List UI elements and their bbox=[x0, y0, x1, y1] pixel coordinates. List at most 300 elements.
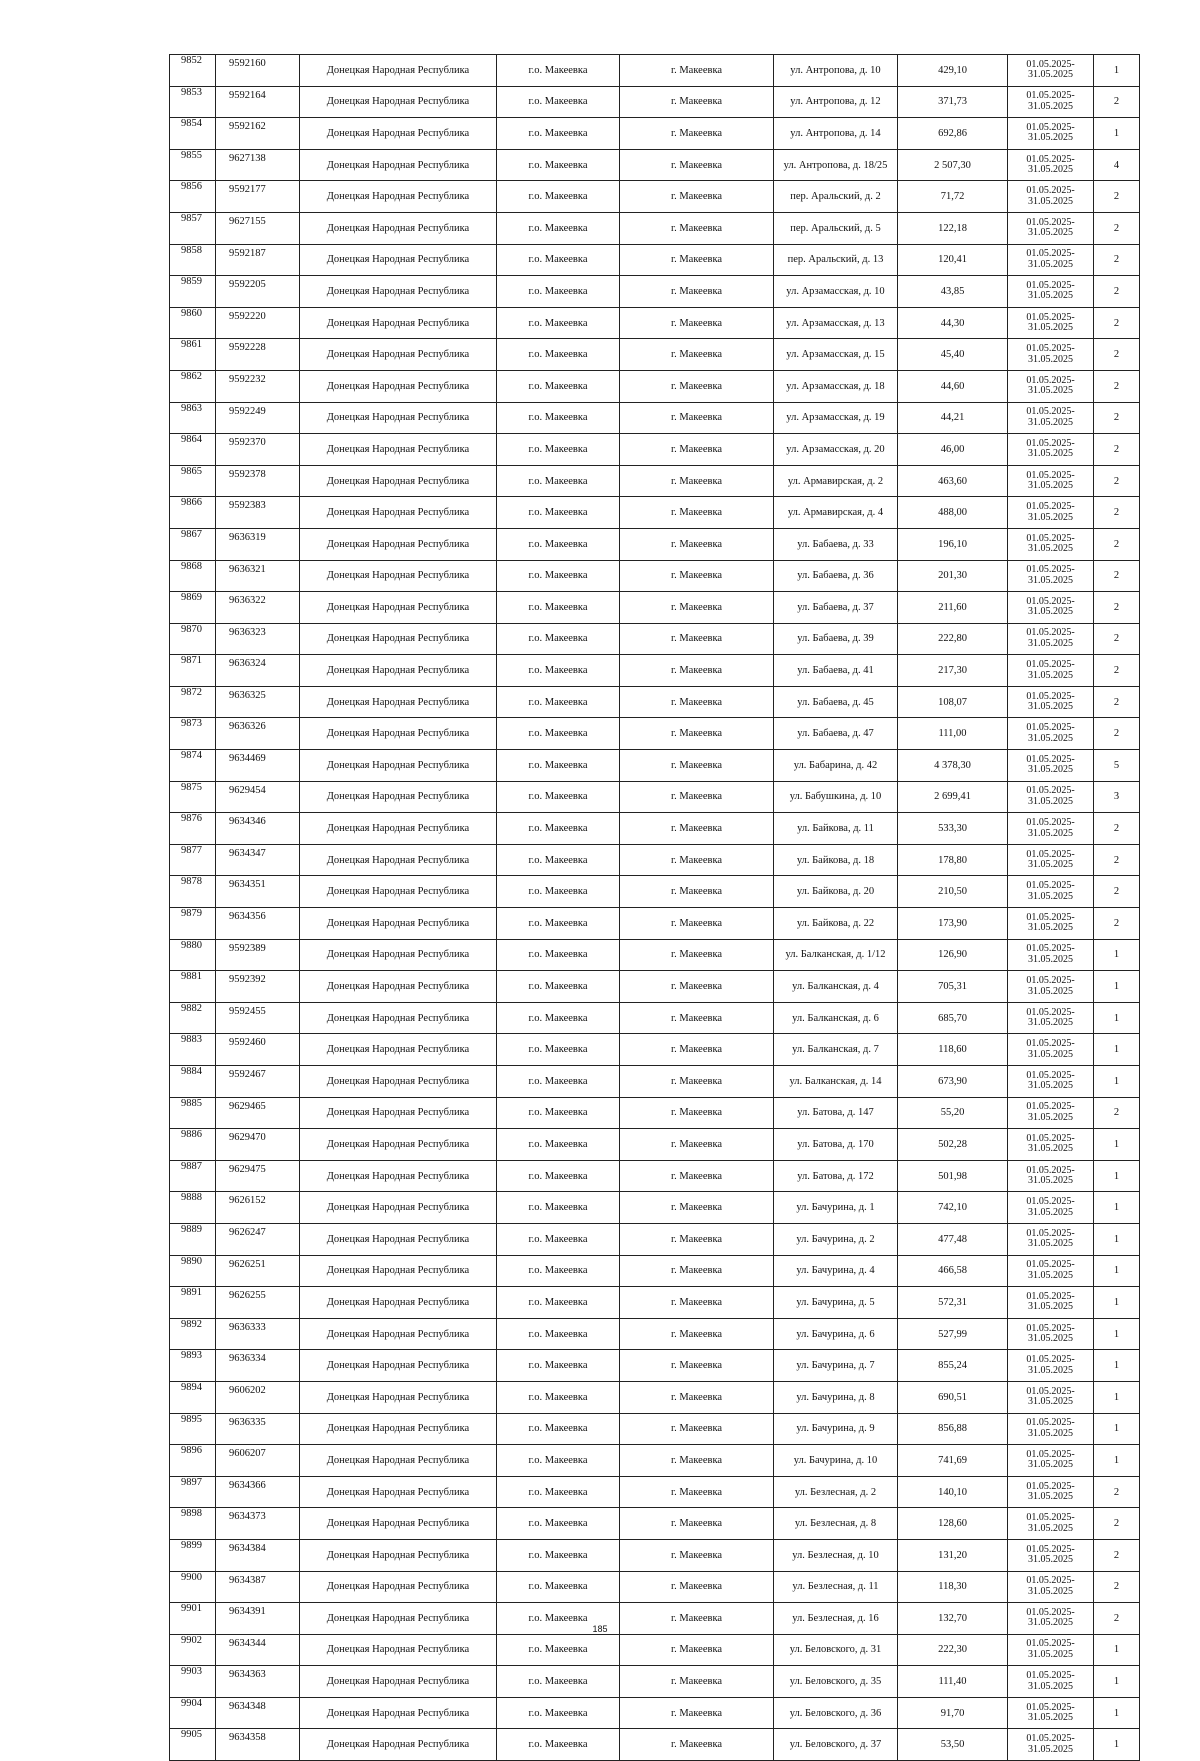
period-start: 01.05.2025- bbox=[1026, 1638, 1075, 1650]
district-cell: г.о. Макеевка bbox=[497, 1571, 620, 1603]
address-cell: ул. Балканская, д. 4 bbox=[774, 971, 898, 1003]
address-cell: ул. Балканская, д. 7 bbox=[774, 1034, 898, 1066]
period-end: 31.05.2025 bbox=[1028, 606, 1073, 618]
period-cell bbox=[1008, 402, 1094, 434]
count-cell: 2 bbox=[1094, 1603, 1140, 1635]
area-cell: 572,31 bbox=[898, 1287, 1008, 1319]
address-cell: ул. Бачурина, д. 10 bbox=[774, 1445, 898, 1477]
period-end: 31.05.2025 bbox=[1028, 1206, 1073, 1218]
period-end: 31.05.2025 bbox=[1028, 511, 1073, 523]
count-cell: 5 bbox=[1094, 750, 1140, 782]
region-cell: Донецкая Народная Республика bbox=[300, 1571, 497, 1603]
count-cell: 2 bbox=[1094, 339, 1140, 371]
row-number: 9857 bbox=[170, 212, 216, 244]
district-cell: г.о. Макеевка bbox=[497, 1097, 620, 1129]
object-code: 9634387 bbox=[216, 1571, 300, 1603]
count-cell: 1 bbox=[1094, 1223, 1140, 1255]
period-cell bbox=[1008, 212, 1094, 244]
district-cell: г.о. Макеевка bbox=[497, 1603, 620, 1635]
region-cell: Донецкая Народная Республика bbox=[300, 971, 497, 1003]
area-cell: 128,60 bbox=[898, 1508, 1008, 1540]
object-code: 9634384 bbox=[216, 1539, 300, 1571]
table-row bbox=[170, 1666, 1140, 1698]
object-code: 9636323 bbox=[216, 623, 300, 655]
row-number: 9862 bbox=[170, 370, 216, 402]
district-cell: г.о. Макеевка bbox=[497, 1508, 620, 1540]
period-end: 31.05.2025 bbox=[1028, 1617, 1073, 1629]
table-row bbox=[170, 402, 1140, 434]
count-cell: 1 bbox=[1094, 1666, 1140, 1698]
table-row bbox=[170, 560, 1140, 592]
address-cell: ул. Бабаева, д. 36 bbox=[774, 560, 898, 592]
period-cell bbox=[1008, 434, 1094, 466]
period-cell bbox=[1008, 1097, 1094, 1129]
period-start: 01.05.2025- bbox=[1026, 1164, 1075, 1176]
period-end: 31.05.2025 bbox=[1028, 1080, 1073, 1092]
city-cell: г. Макеевка bbox=[620, 244, 774, 276]
period-end: 31.05.2025 bbox=[1028, 1459, 1073, 1471]
object-code: 9592467 bbox=[216, 1066, 300, 1098]
object-code: 9592370 bbox=[216, 434, 300, 466]
region-cell: Донецкая Народная Республика bbox=[300, 655, 497, 687]
region-cell: Донецкая Народная Республика bbox=[300, 592, 497, 624]
period-cell bbox=[1008, 592, 1094, 624]
address-cell: ул. Балканская, д. 1/12 bbox=[774, 939, 898, 971]
period-start: 01.05.2025- bbox=[1026, 216, 1075, 228]
district-cell: г.о. Макеевка bbox=[497, 1413, 620, 1445]
district-cell: г.о. Макеевка bbox=[497, 1539, 620, 1571]
address-cell: ул. Балканская, д. 14 bbox=[774, 1066, 898, 1098]
area-cell: 122,18 bbox=[898, 212, 1008, 244]
period-end: 31.05.2025 bbox=[1028, 701, 1073, 713]
period-start: 01.05.2025- bbox=[1026, 627, 1075, 639]
count-cell: 2 bbox=[1094, 844, 1140, 876]
table-row bbox=[170, 1287, 1140, 1319]
address-cell: ул. Батова, д. 172 bbox=[774, 1160, 898, 1192]
table-row bbox=[170, 1476, 1140, 1508]
row-number: 9878 bbox=[170, 876, 216, 908]
table-row bbox=[170, 86, 1140, 118]
object-code: 9627155 bbox=[216, 212, 300, 244]
count-cell: 2 bbox=[1094, 623, 1140, 655]
area-cell: 44,21 bbox=[898, 402, 1008, 434]
period-end: 31.05.2025 bbox=[1028, 290, 1073, 302]
area-cell: 673,90 bbox=[898, 1066, 1008, 1098]
table-row bbox=[170, 655, 1140, 687]
object-code: 9629465 bbox=[216, 1097, 300, 1129]
period-cell bbox=[1008, 1476, 1094, 1508]
area-cell: 429,10 bbox=[898, 55, 1008, 87]
count-cell: 2 bbox=[1094, 434, 1140, 466]
area-cell: 118,30 bbox=[898, 1571, 1008, 1603]
period-end: 31.05.2025 bbox=[1028, 543, 1073, 555]
district-cell: г.о. Макеевка bbox=[497, 781, 620, 813]
period-cell bbox=[1008, 1350, 1094, 1382]
city-cell: г. Макеевка bbox=[620, 465, 774, 497]
count-cell: 1 bbox=[1094, 1002, 1140, 1034]
row-number: 9879 bbox=[170, 908, 216, 940]
area-cell: 502,28 bbox=[898, 1129, 1008, 1161]
area-cell: 488,00 bbox=[898, 497, 1008, 529]
object-code: 9636322 bbox=[216, 592, 300, 624]
address-cell: ул. Безлесная, д. 2 bbox=[774, 1476, 898, 1508]
period-start: 01.05.2025- bbox=[1026, 564, 1075, 576]
address-cell: ул. Бачурина, д. 7 bbox=[774, 1350, 898, 1382]
period-start: 01.05.2025- bbox=[1026, 58, 1075, 70]
district-cell: г.о. Макеевка bbox=[497, 939, 620, 971]
table-row bbox=[170, 1318, 1140, 1350]
district-cell: г.о. Макеевка bbox=[497, 1160, 620, 1192]
city-cell: г. Макеевка bbox=[620, 1381, 774, 1413]
address-cell: ул. Арзамасская, д. 13 bbox=[774, 307, 898, 339]
row-number: 9887 bbox=[170, 1160, 216, 1192]
address-cell: ул. Арзамасская, д. 18 bbox=[774, 370, 898, 402]
period-end: 31.05.2025 bbox=[1028, 353, 1073, 365]
period-start: 01.05.2025- bbox=[1026, 659, 1075, 671]
district-cell: г.о. Макеевка bbox=[497, 1255, 620, 1287]
count-cell: 2 bbox=[1094, 1097, 1140, 1129]
period-cell bbox=[1008, 971, 1094, 1003]
area-cell: 685,70 bbox=[898, 1002, 1008, 1034]
count-cell: 2 bbox=[1094, 276, 1140, 308]
period-cell bbox=[1008, 528, 1094, 560]
district-cell: г.о. Макеевка bbox=[497, 1223, 620, 1255]
object-code: 9634366 bbox=[216, 1476, 300, 1508]
address-cell: ул. Армавирская, д. 4 bbox=[774, 497, 898, 529]
period-start: 01.05.2025- bbox=[1026, 1480, 1075, 1492]
period-cell bbox=[1008, 1160, 1094, 1192]
table-row bbox=[170, 623, 1140, 655]
district-cell: г.о. Макеевка bbox=[497, 1002, 620, 1034]
object-code: 9592187 bbox=[216, 244, 300, 276]
row-number: 9891 bbox=[170, 1287, 216, 1319]
city-cell: г. Макеевка bbox=[620, 781, 774, 813]
district-cell: г.о. Макеевка bbox=[497, 560, 620, 592]
city-cell: г. Макеевка bbox=[620, 908, 774, 940]
period-cell bbox=[1008, 1445, 1094, 1477]
period-end: 31.05.2025 bbox=[1028, 764, 1073, 776]
address-cell: ул. Бачурина, д. 9 bbox=[774, 1413, 898, 1445]
count-cell: 2 bbox=[1094, 1539, 1140, 1571]
period-start: 01.05.2025- bbox=[1026, 185, 1075, 197]
period-cell bbox=[1008, 1381, 1094, 1413]
district-cell: г.о. Макеевка bbox=[497, 434, 620, 466]
count-cell: 1 bbox=[1094, 1066, 1140, 1098]
object-code: 9592232 bbox=[216, 370, 300, 402]
address-cell: ул. Бачурина, д. 8 bbox=[774, 1381, 898, 1413]
period-start: 01.05.2025- bbox=[1026, 153, 1075, 165]
period-end: 31.05.2025 bbox=[1028, 1143, 1073, 1155]
table-row bbox=[170, 1539, 1140, 1571]
region-cell: Донецкая Народная Республика bbox=[300, 212, 497, 244]
period-cell bbox=[1008, 1318, 1094, 1350]
area-cell: 53,50 bbox=[898, 1729, 1008, 1761]
count-cell: 2 bbox=[1094, 876, 1140, 908]
region-cell: Донецкая Народная Республика bbox=[300, 1445, 497, 1477]
period-end: 31.05.2025 bbox=[1028, 1048, 1073, 1060]
area-cell: 132,70 bbox=[898, 1603, 1008, 1635]
count-cell: 1 bbox=[1094, 1255, 1140, 1287]
city-cell: г. Макеевка bbox=[620, 528, 774, 560]
district-cell: г.о. Макеевка bbox=[497, 339, 620, 371]
district-cell: г.о. Макеевка bbox=[497, 1192, 620, 1224]
table-row bbox=[170, 1223, 1140, 1255]
address-cell: ул. Бабаева, д. 41 bbox=[774, 655, 898, 687]
area-cell: 111,00 bbox=[898, 718, 1008, 750]
address-cell: ул. Байкова, д. 18 bbox=[774, 844, 898, 876]
period-end: 31.05.2025 bbox=[1028, 480, 1073, 492]
row-number: 9884 bbox=[170, 1066, 216, 1098]
district-cell: г.о. Макеевка bbox=[497, 1445, 620, 1477]
district-cell: г.о. Макеевка bbox=[497, 1381, 620, 1413]
period-end: 31.05.2025 bbox=[1028, 574, 1073, 586]
period-start: 01.05.2025- bbox=[1026, 911, 1075, 923]
count-cell: 2 bbox=[1094, 307, 1140, 339]
region-cell: Донецкая Народная Республика bbox=[300, 1666, 497, 1698]
city-cell: г. Макеевка bbox=[620, 971, 774, 1003]
period-cell bbox=[1008, 1129, 1094, 1161]
table-row bbox=[170, 1413, 1140, 1445]
city-cell: г. Макеевка bbox=[620, 1729, 774, 1761]
period-start: 01.05.2025- bbox=[1026, 848, 1075, 860]
table-row bbox=[170, 307, 1140, 339]
period-cell bbox=[1008, 149, 1094, 181]
period-start: 01.05.2025- bbox=[1026, 1132, 1075, 1144]
period-start: 01.05.2025- bbox=[1026, 248, 1075, 260]
object-code: 9634469 bbox=[216, 750, 300, 782]
region-cell: Донецкая Народная Республика bbox=[300, 1381, 497, 1413]
object-code: 9592228 bbox=[216, 339, 300, 371]
row-number: 9859 bbox=[170, 276, 216, 308]
table-row bbox=[170, 497, 1140, 529]
period-end: 31.05.2025 bbox=[1028, 953, 1073, 965]
address-cell: ул. Бабаева, д. 47 bbox=[774, 718, 898, 750]
period-cell bbox=[1008, 497, 1094, 529]
district-cell: г.о. Макеевка bbox=[497, 212, 620, 244]
table-row bbox=[170, 149, 1140, 181]
area-cell: 126,90 bbox=[898, 939, 1008, 971]
district-cell: г.о. Макеевка bbox=[497, 1666, 620, 1698]
address-cell: ул. Безлесная, д. 16 bbox=[774, 1603, 898, 1635]
address-cell: ул. Бабарина, д. 42 bbox=[774, 750, 898, 782]
area-cell: 692,86 bbox=[898, 118, 1008, 150]
row-number: 9896 bbox=[170, 1445, 216, 1477]
period-start: 01.05.2025- bbox=[1026, 1417, 1075, 1429]
city-cell: г. Макеевка bbox=[620, 1571, 774, 1603]
row-number: 9899 bbox=[170, 1539, 216, 1571]
district-cell: г.о. Макеевка bbox=[497, 149, 620, 181]
period-start: 01.05.2025- bbox=[1026, 311, 1075, 323]
row-number: 9898 bbox=[170, 1508, 216, 1540]
period-cell bbox=[1008, 1255, 1094, 1287]
period-end: 31.05.2025 bbox=[1028, 195, 1073, 207]
row-number: 9885 bbox=[170, 1097, 216, 1129]
district-cell: г.о. Макеевка bbox=[497, 1634, 620, 1666]
row-number: 9901 bbox=[170, 1603, 216, 1635]
period-start: 01.05.2025- bbox=[1026, 1227, 1075, 1239]
table-row bbox=[170, 939, 1140, 971]
object-code: 9606207 bbox=[216, 1445, 300, 1477]
city-cell: г. Макеевка bbox=[620, 1634, 774, 1666]
region-cell: Донецкая Народная Республика bbox=[300, 402, 497, 434]
district-cell: г.о. Макеевка bbox=[497, 1287, 620, 1319]
area-cell: 111,40 bbox=[898, 1666, 1008, 1698]
address-cell: ул. Бачурина, д. 1 bbox=[774, 1192, 898, 1224]
city-cell: г. Макеевка bbox=[620, 86, 774, 118]
period-start: 01.05.2025- bbox=[1026, 595, 1075, 607]
region-cell: Донецкая Народная Республика bbox=[300, 1223, 497, 1255]
count-cell: 1 bbox=[1094, 1129, 1140, 1161]
count-cell: 2 bbox=[1094, 686, 1140, 718]
city-cell: г. Макеевка bbox=[620, 844, 774, 876]
district-cell: г.о. Макеевка bbox=[497, 181, 620, 213]
region-cell: Донецкая Народная Республика bbox=[300, 244, 497, 276]
address-cell: ул. Бабаева, д. 45 bbox=[774, 686, 898, 718]
period-start: 01.05.2025- bbox=[1026, 817, 1075, 829]
period-cell bbox=[1008, 686, 1094, 718]
region-cell: Донецкая Народная Республика bbox=[300, 1129, 497, 1161]
city-cell: г. Макеевка bbox=[620, 1192, 774, 1224]
period-cell bbox=[1008, 939, 1094, 971]
period-cell bbox=[1008, 1034, 1094, 1066]
period-end: 31.05.2025 bbox=[1028, 69, 1073, 81]
row-number: 9858 bbox=[170, 244, 216, 276]
count-cell: 2 bbox=[1094, 181, 1140, 213]
row-number: 9868 bbox=[170, 560, 216, 592]
region-cell: Донецкая Народная Республика bbox=[300, 1508, 497, 1540]
table-row bbox=[170, 844, 1140, 876]
table-row bbox=[170, 1255, 1140, 1287]
region-cell: Донецкая Народная Республика bbox=[300, 307, 497, 339]
period-start: 01.05.2025- bbox=[1026, 1259, 1075, 1271]
period-end: 31.05.2025 bbox=[1028, 1585, 1073, 1597]
period-start: 01.05.2025- bbox=[1026, 1575, 1075, 1587]
table-row bbox=[170, 1192, 1140, 1224]
area-cell: 71,72 bbox=[898, 181, 1008, 213]
object-code: 9592205 bbox=[216, 276, 300, 308]
address-cell: ул. Беловского, д. 31 bbox=[774, 1634, 898, 1666]
period-end: 31.05.2025 bbox=[1028, 669, 1073, 681]
period-end: 31.05.2025 bbox=[1028, 922, 1073, 934]
region-cell: Донецкая Народная Республика bbox=[300, 1350, 497, 1382]
city-cell: г. Макеевка bbox=[620, 623, 774, 655]
count-cell: 3 bbox=[1094, 781, 1140, 813]
period-end: 31.05.2025 bbox=[1028, 227, 1073, 239]
period-cell bbox=[1008, 118, 1094, 150]
object-code: 9634391 bbox=[216, 1603, 300, 1635]
area-cell: 742,10 bbox=[898, 1192, 1008, 1224]
area-cell: 118,60 bbox=[898, 1034, 1008, 1066]
object-code: 9592160 bbox=[216, 55, 300, 87]
area-cell: 43,85 bbox=[898, 276, 1008, 308]
period-cell bbox=[1008, 781, 1094, 813]
table-row bbox=[170, 465, 1140, 497]
row-number: 9872 bbox=[170, 686, 216, 718]
period-start: 01.05.2025- bbox=[1026, 722, 1075, 734]
city-cell: г. Макеевка bbox=[620, 212, 774, 244]
count-cell: 1 bbox=[1094, 1381, 1140, 1413]
period-cell bbox=[1008, 844, 1094, 876]
city-cell: г. Макеевка bbox=[620, 1666, 774, 1698]
district-cell: г.о. Макеевка bbox=[497, 844, 620, 876]
object-code: 9629454 bbox=[216, 781, 300, 813]
region-cell: Донецкая Народная Республика bbox=[300, 560, 497, 592]
count-cell: 2 bbox=[1094, 655, 1140, 687]
row-number: 9875 bbox=[170, 781, 216, 813]
area-cell: 705,31 bbox=[898, 971, 1008, 1003]
period-end: 31.05.2025 bbox=[1028, 1427, 1073, 1439]
object-code: 9634358 bbox=[216, 1729, 300, 1761]
row-number: 9881 bbox=[170, 971, 216, 1003]
row-number: 9874 bbox=[170, 750, 216, 782]
region-cell: Донецкая Народная Республика bbox=[300, 1066, 497, 1098]
address-cell: ул. Беловского, д. 36 bbox=[774, 1697, 898, 1729]
row-number: 9895 bbox=[170, 1413, 216, 1445]
period-end: 31.05.2025 bbox=[1028, 1712, 1073, 1724]
period-cell bbox=[1008, 1539, 1094, 1571]
period-end: 31.05.2025 bbox=[1028, 258, 1073, 270]
address-cell: ул. Антропова, д. 18/25 bbox=[774, 149, 898, 181]
period-start: 01.05.2025- bbox=[1026, 1290, 1075, 1302]
object-code: 9606202 bbox=[216, 1381, 300, 1413]
count-cell: 2 bbox=[1094, 592, 1140, 624]
period-start: 01.05.2025- bbox=[1026, 374, 1075, 386]
period-end: 31.05.2025 bbox=[1028, 1333, 1073, 1345]
row-number: 9888 bbox=[170, 1192, 216, 1224]
region-cell: Донецкая Народная Республика bbox=[300, 1318, 497, 1350]
period-end: 31.05.2025 bbox=[1028, 985, 1073, 997]
area-cell: 4 378,30 bbox=[898, 750, 1008, 782]
city-cell: г. Макеевка bbox=[620, 307, 774, 339]
address-cell: пер. Аральский, д. 13 bbox=[774, 244, 898, 276]
district-cell: г.о. Макеевка bbox=[497, 1034, 620, 1066]
area-cell: 173,90 bbox=[898, 908, 1008, 940]
period-end: 31.05.2025 bbox=[1028, 637, 1073, 649]
address-cell: ул. Батова, д. 170 bbox=[774, 1129, 898, 1161]
object-code: 9636335 bbox=[216, 1413, 300, 1445]
object-code: 9636334 bbox=[216, 1350, 300, 1382]
city-cell: г. Макеевка bbox=[620, 1223, 774, 1255]
area-cell: 222,80 bbox=[898, 623, 1008, 655]
object-code: 9626247 bbox=[216, 1223, 300, 1255]
table-row bbox=[170, 1381, 1140, 1413]
object-code: 9627138 bbox=[216, 149, 300, 181]
period-cell bbox=[1008, 813, 1094, 845]
table-row bbox=[170, 1160, 1140, 1192]
object-code: 9634351 bbox=[216, 876, 300, 908]
table-row bbox=[170, 1729, 1140, 1761]
table-row bbox=[170, 781, 1140, 813]
table-row bbox=[170, 1445, 1140, 1477]
table-row bbox=[170, 1571, 1140, 1603]
period-cell bbox=[1008, 623, 1094, 655]
district-cell: г.о. Макеевка bbox=[497, 276, 620, 308]
object-code: 9634344 bbox=[216, 1634, 300, 1666]
city-cell: г. Макеевка bbox=[620, 402, 774, 434]
city-cell: г. Макеевка bbox=[620, 560, 774, 592]
city-cell: г. Макеевка bbox=[620, 149, 774, 181]
address-cell: ул. Антропова, д. 14 bbox=[774, 118, 898, 150]
row-number: 9890 bbox=[170, 1255, 216, 1287]
district-cell: г.о. Макеевка bbox=[497, 1318, 620, 1350]
district-cell: г.о. Макеевка bbox=[497, 750, 620, 782]
period-cell bbox=[1008, 370, 1094, 402]
address-cell: ул. Арзамасская, д. 20 bbox=[774, 434, 898, 466]
period-cell bbox=[1008, 560, 1094, 592]
region-cell: Донецкая Народная Республика bbox=[300, 528, 497, 560]
address-cell: пер. Аральский, д. 5 bbox=[774, 212, 898, 244]
table-row bbox=[170, 339, 1140, 371]
